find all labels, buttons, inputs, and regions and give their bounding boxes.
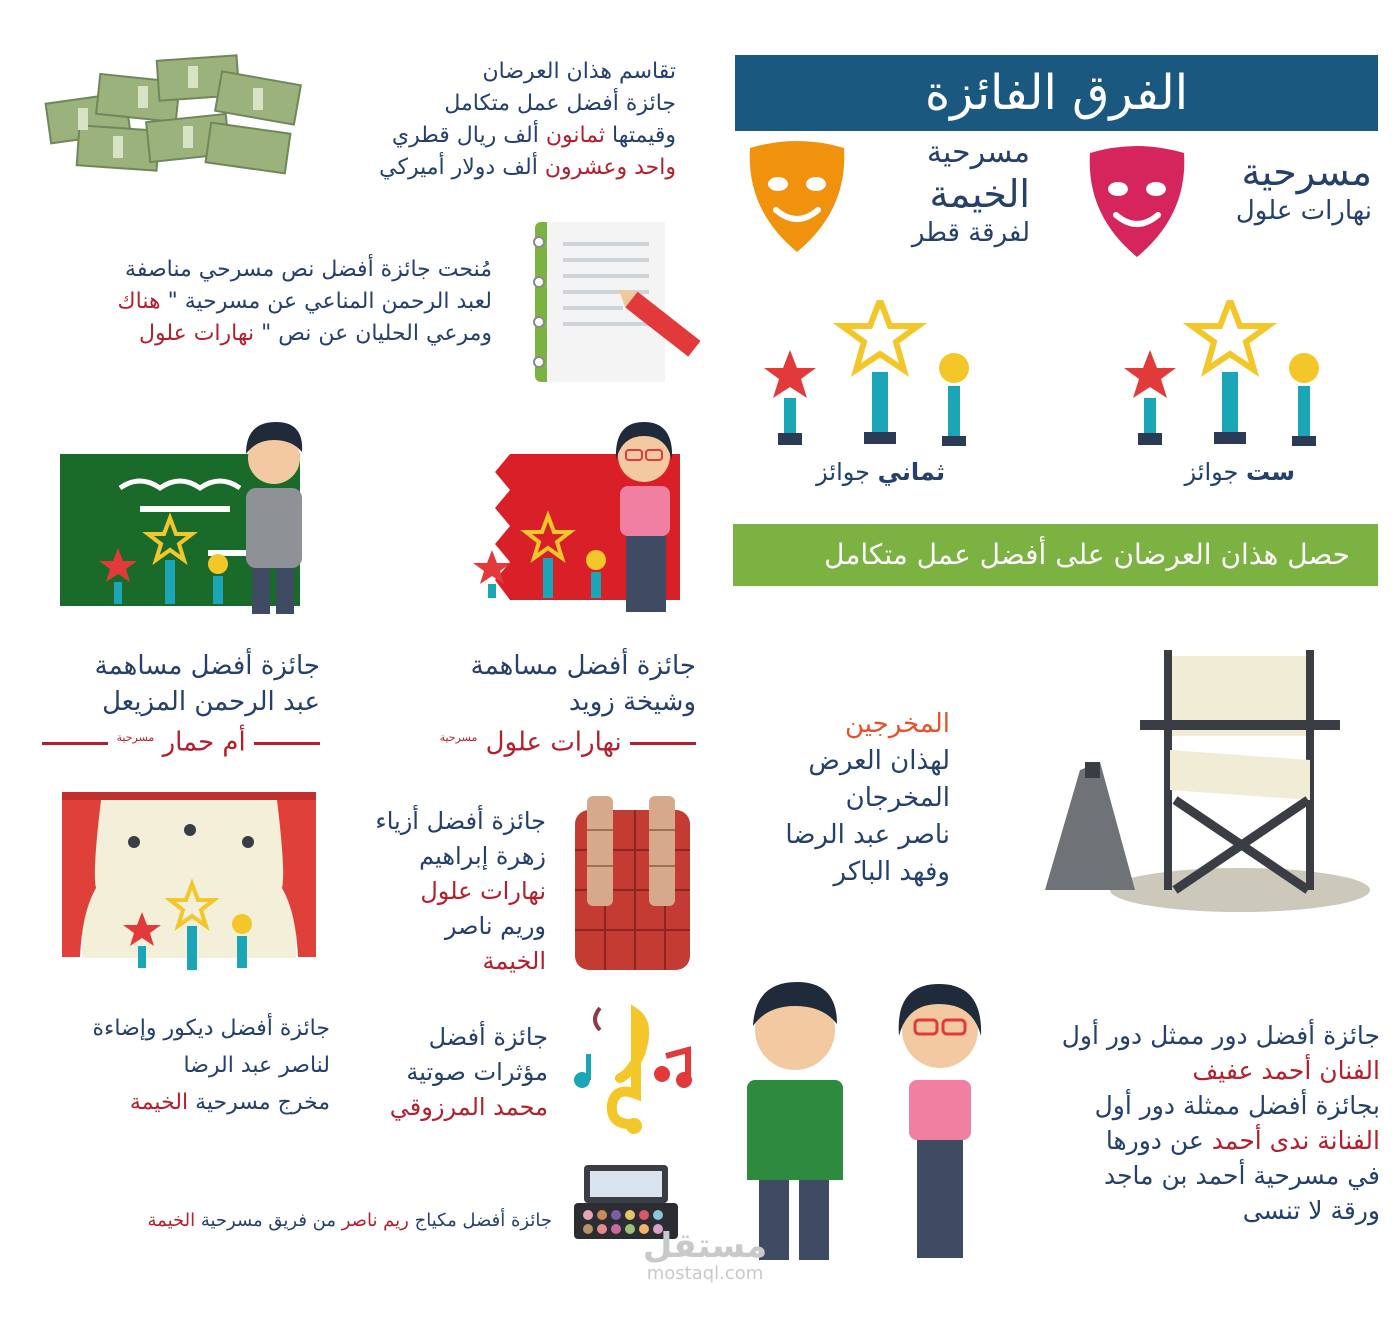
money-line4 [320, 152, 676, 184]
stage-decor-icon [62, 792, 316, 977]
script-line3 [40, 318, 492, 350]
money-line3 [320, 120, 676, 152]
script-line2 [40, 286, 492, 318]
script-line1: مُنحت جائزة أفضل نص مسرحي مناصفة [125, 257, 492, 282]
costumes-line3: نهارات علول [420, 877, 546, 905]
contribution-left-line2: عبد الرحمن المزيعل [102, 687, 320, 717]
bahrain-flag-woman-icon [440, 420, 700, 620]
directors-line5: وفهد الباكر [833, 857, 950, 887]
money-line3-b: ثمانون [545, 122, 606, 148]
script-line2-b: هناك [117, 288, 168, 314]
money-line3-c: ألف ريال قطري [391, 122, 546, 148]
directors-line2: لهذان العرض [808, 746, 950, 776]
contribution-right-line2: وشيخة زويد [568, 687, 696, 717]
awards-count-left-label: جوائز [816, 458, 878, 486]
notebook-pencil-icon [525, 218, 700, 388]
makeup-d: الخيمة [147, 1210, 196, 1231]
acting-text [1010, 1018, 1380, 1228]
team-right-line2: نهارات علول [1235, 196, 1372, 226]
team-left-line2: الخيمة [929, 172, 1030, 216]
pink-mask-icon [1082, 145, 1192, 265]
contribution-left-tag: مسرحية [116, 731, 155, 744]
money-stack-icon [38, 48, 318, 188]
team-left [860, 134, 1030, 250]
watermark-url: mostaql.com [646, 1263, 764, 1284]
money-text [320, 56, 676, 184]
costume-jacket-icon [565, 790, 700, 975]
script-line2-a: لعبد الرحمن المناعي عن مسرحية " [167, 288, 492, 314]
team-right [1190, 150, 1372, 228]
contribution-right-line1: جائزة أفضل مساهمة [470, 651, 696, 681]
money-line2: جائزة أفضل عمل متكامل [444, 90, 676, 116]
makeup-a: جائزة أفضل مكياج [408, 1210, 552, 1231]
team-left-line1: مسرحية [926, 135, 1030, 170]
team-right-line1: مسرحية [1241, 150, 1372, 194]
decor-line3 [40, 1084, 330, 1121]
decor-line3-a: مخرج مسرحية [188, 1090, 330, 1115]
script-line3-b: نهارات علول [138, 320, 262, 346]
script-line3-a: ومرعي الحليان عن نص " [261, 320, 492, 346]
awards-count-right [1140, 458, 1295, 486]
money-line4-a: واحد وعشرون [544, 154, 676, 180]
decor-text [40, 1010, 330, 1121]
makeup-text [40, 1208, 552, 1234]
money-line3-a: وقيمتها [605, 122, 676, 148]
costumes-line4: وريم ناصر [444, 912, 546, 940]
director-chair-megaphone-icon [1040, 650, 1380, 915]
costumes-line1: جائزة أفضل أزياء [375, 807, 546, 835]
saudi-flag-man-icon [60, 418, 320, 618]
page-title: الفرق الفائزة [735, 55, 1378, 131]
contribution-right-tag: مسرحية [439, 731, 478, 744]
trophies-left-icon [760, 300, 990, 450]
makeup-b: ريم ناصر [341, 1210, 409, 1231]
directors-text [740, 706, 950, 891]
decor-line2: لناصر عبد الرضا [183, 1053, 330, 1078]
sound-line3: محمد المرزوقي [389, 1093, 548, 1121]
green-banner: حصل هذان العرضان على أفضل عمل متكامل [733, 524, 1378, 586]
money-line4-b: ألف دولار أميركي [379, 154, 545, 180]
awards-count-left-number: ثماني [877, 458, 945, 486]
directors-line3: المخرجان [845, 783, 950, 813]
money-line1: تقاسم هذان العرضان [482, 59, 676, 84]
directors-line1: المخرجين [844, 709, 950, 739]
decor-line1: جائزة أفضل ديكور وإضاءة [92, 1016, 330, 1041]
acting-line6: ورقة لا تنسى [1242, 1196, 1380, 1225]
divider-line [42, 742, 108, 745]
contribution-right-play: نهارات علول [485, 727, 622, 758]
divider-line [630, 742, 696, 745]
contribution-right-play-row [420, 720, 696, 761]
contribution-left-play-row [40, 720, 320, 761]
sound-line2: مؤثرات صوتية [406, 1058, 548, 1086]
watermark-brand: مستقل [642, 1226, 768, 1266]
decor-line3-b: الخيمة [129, 1090, 189, 1115]
directors-line4: ناصر عبد الرضا [785, 820, 950, 850]
divider-line [254, 742, 320, 745]
contribution-right [420, 648, 696, 761]
costumes-line2: زهرة إبراهيم [419, 842, 546, 870]
acting-line4 [1010, 1123, 1380, 1158]
orange-mask-icon [742, 140, 852, 260]
sound-text [360, 1020, 548, 1125]
costumes-line5: الخيمة [482, 947, 546, 975]
watermark [610, 1228, 800, 1284]
acting-line1: جائزة أفضل دور ممثل دور أول [1061, 1021, 1380, 1050]
actors-man-woman-icon [735, 980, 1005, 1270]
costumes-text [360, 804, 546, 979]
makeup-c: من فريق مسرحية [195, 1210, 342, 1231]
trophies-right-icon [1120, 300, 1350, 450]
script-award-text [40, 254, 492, 350]
acting-line3: بجائزة أفضل ممثلة دور أول [1094, 1091, 1380, 1120]
acting-line5: في مسرحية أحمد بن ماجد [1103, 1161, 1380, 1190]
awards-count-right-label: جوائز [1184, 458, 1246, 486]
sound-line1: جائزة أفضل [428, 1023, 548, 1051]
team-left-line3: لفرقة قطر [911, 218, 1030, 248]
contribution-left-play: أم حمار [162, 727, 246, 758]
awards-count-left [770, 458, 945, 486]
acting-line4-b: عن دورها [1105, 1126, 1212, 1155]
music-notes-icon [570, 1004, 700, 1139]
acting-line4-a: الفنانة ندى أحمد [1211, 1126, 1380, 1155]
awards-count-right-number: ست [1245, 458, 1295, 486]
contribution-left-line1: جائزة أفضل مساهمة [94, 651, 320, 681]
acting-line2: الفنان أحمد عفيف [1192, 1056, 1380, 1085]
contribution-left [40, 648, 320, 761]
